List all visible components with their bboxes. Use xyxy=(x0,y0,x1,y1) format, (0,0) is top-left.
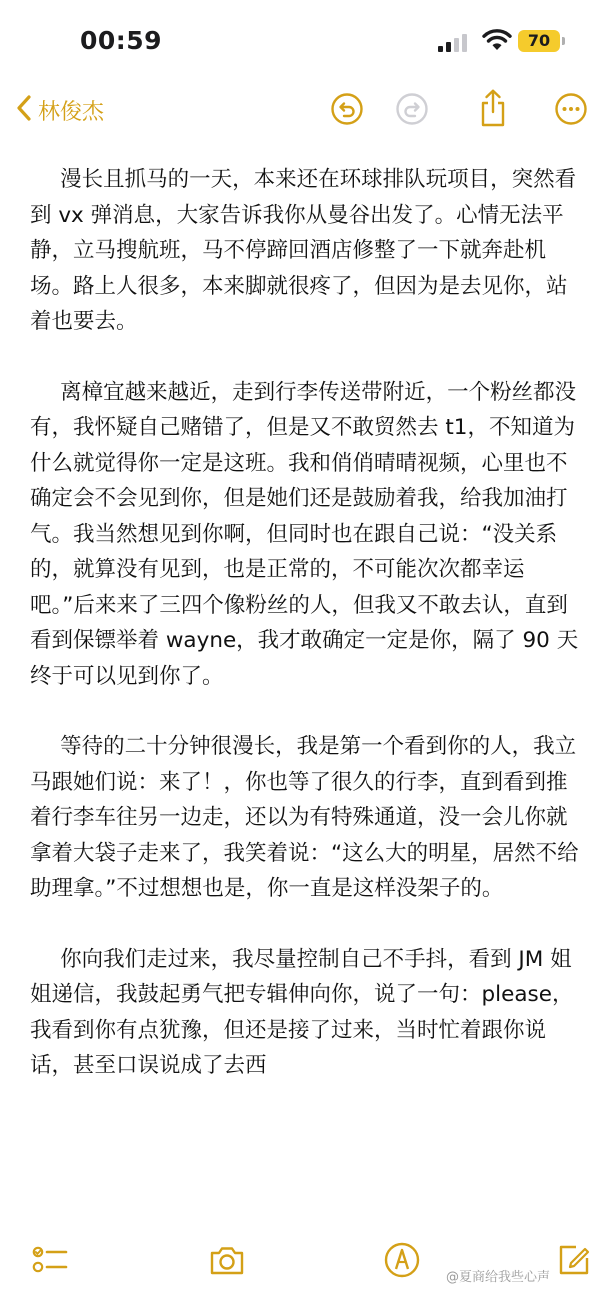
back-button[interactable] xyxy=(16,94,104,126)
note-body[interactable] xyxy=(30,162,580,1119)
cellular-signal-icon xyxy=(438,34,472,52)
more-icon[interactable] xyxy=(554,92,588,126)
compose-icon[interactable] xyxy=(554,1240,594,1280)
chevron-left-icon xyxy=(16,94,32,126)
wifi-icon xyxy=(482,28,512,56)
note-paragraph: 离樟宜越来越近，走到行李传送带附近，一个粉丝都没有，我怀疑自己赌错了，但是又不敢贸然去 t1，不知道为什么就觉得你一定是这班。我和俏俏晴晴视频，心里也不确定会不会见到你，但是她们还是鼓励着我，给我加油打气。我当然想见到你啊，但同时也在跟自己说：“没关系的，就算没有见到，也是正常的，不可能次次都幸运吧。”后来来了三四个像粉丝的人，但我又不敢去认，直到看到保镖举着 wayne，我才敢确定一定是你，隔了 90 天终于可以见到你了。 xyxy=(30,379,579,689)
nav-bar xyxy=(0,82,600,138)
note-paragraph: 等待的二十分钟很漫长，我是第一个看到你的人，我立马跟她们说：来了！，你也等了很久的行李，直到看到推着行李车往另一边走，还以为有特殊通道，没一会儿你就拿着大袋子走来了，我笑着说：“这么大的明星，居然不给助理拿。”不过想想也是，你一直是这样没架子的。 xyxy=(30,734,579,901)
status-time: 00:59 xyxy=(80,26,163,55)
checklist-icon[interactable] xyxy=(30,1240,70,1280)
battery-indicator: 70 xyxy=(518,30,560,52)
note-paragraph: 你向我们走过来，我尽量控制自己不手抖，看到 JM 姐姐递信，我鼓起勇气把专辑伸向你，说了一句：please，我看到你有点犹豫，但还是接了过来，当时忙着跟你说话，甚至口误说成了去西 xyxy=(30,946,574,1078)
back-label: 林俊杰 xyxy=(38,99,105,125)
watermark: @夏商给我些心声 xyxy=(446,1270,551,1285)
status-bar xyxy=(0,0,600,80)
share-icon[interactable] xyxy=(476,88,510,128)
undo-icon[interactable] xyxy=(330,92,364,126)
battery-cap xyxy=(562,37,565,45)
redo-icon[interactable] xyxy=(395,92,429,126)
camera-icon[interactable] xyxy=(207,1240,247,1280)
note-paragraph: 漫长且抓马的一天，本来还在环球排队玩项目，突然看到 vx 弹消息，大家告诉我你从曼谷出发了。心情无法平静，立马搜航班，马不停蹄回酒店修整了一下就奔赴机场。路上人很多，本来脚就很疼了，但因为是去见你，站着也要去。 xyxy=(30,167,577,334)
markup-icon[interactable] xyxy=(382,1240,422,1280)
